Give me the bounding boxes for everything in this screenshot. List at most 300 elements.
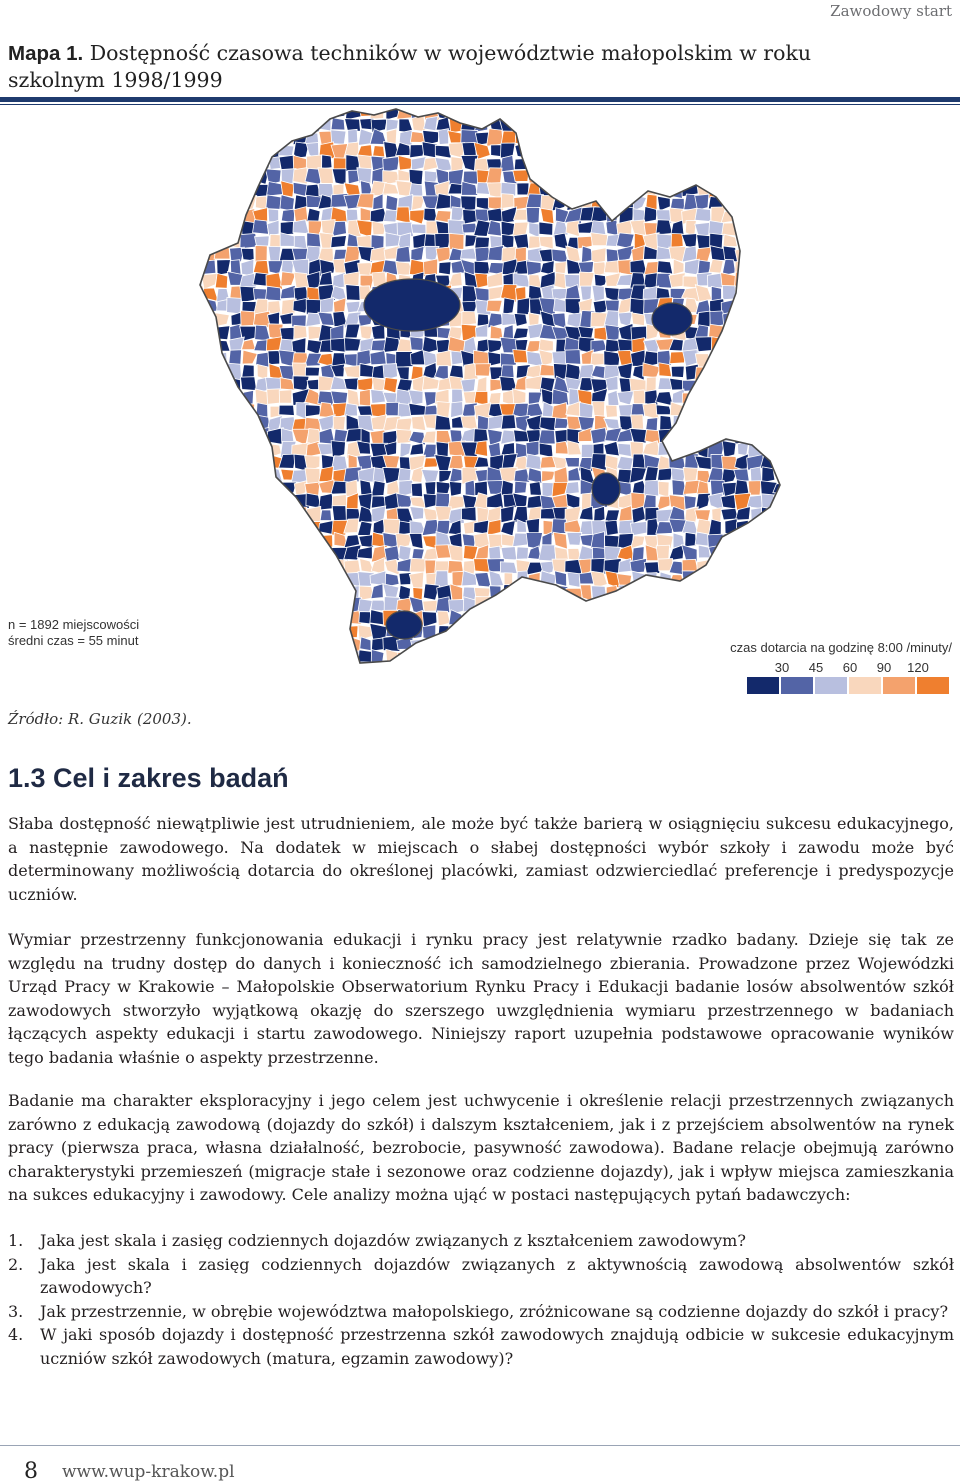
map-cell: [695, 675, 712, 690]
map-cell: [319, 651, 335, 663]
legend-tick: 120: [907, 660, 929, 675]
map-cell: [657, 623, 672, 640]
paragraph-1: Słaba dostępność niewątpliwie jest utrudnieniem, ale może być także barierą w osiągnięciu sukcesu edukacyjnego, a następnie zawodowego. Na dodatek w miejscach o słabej dostępności wybór szkoły i zawodu może być determinowany możliwością dotarcia do określonej placówki, zamiast odzwierciedlać preferencje i predyspozycje uczniów.: [8, 814, 954, 904]
map-cell: [658, 601, 671, 613]
map-cell: [526, 430, 540, 443]
map-cell: [384, 377, 398, 392]
map-cell: [722, 623, 739, 639]
map-cell: [748, 533, 763, 549]
map-cell: [786, 417, 801, 430]
map-cell: [633, 586, 644, 600]
map-cell: [747, 105, 761, 116]
map-cell: [360, 363, 374, 377]
map-cell: [567, 313, 581, 328]
map-cell: [527, 142, 541, 156]
map-cell: [526, 261, 541, 276]
map-cell: [541, 156, 555, 169]
map-cell: [709, 610, 723, 626]
map-cell: [539, 237, 553, 250]
map-cell: [540, 613, 555, 627]
map-cell: [540, 364, 555, 375]
map-cell: [281, 636, 295, 653]
map-cell: [773, 536, 791, 547]
map-cell: [461, 507, 476, 521]
map-cell: [501, 443, 515, 456]
map-cell: [409, 650, 423, 664]
map-cell: [281, 209, 295, 223]
map-cell: [331, 636, 345, 653]
map-cell: [216, 610, 231, 626]
map-cell: [474, 520, 489, 534]
map-cell: [761, 377, 778, 394]
map-cell: [409, 572, 423, 588]
map-cell: [253, 143, 270, 157]
map-cell: [487, 610, 503, 625]
map-cell: [344, 676, 361, 690]
map-cell: [384, 662, 398, 679]
map-cell: [204, 143, 214, 160]
map-cell: [205, 170, 215, 183]
map-cell: [502, 649, 516, 666]
map-cell: [555, 182, 569, 198]
map-cell: [231, 155, 245, 172]
map-cell: [202, 391, 218, 405]
map-cell: [253, 118, 269, 130]
question-text: Jaka jest skala i zasięg codziennych dojazdów związanych z aktywnością zawodową absolwentów szkół zawodowych?: [40, 1254, 954, 1297]
map-cell: [568, 467, 580, 481]
map-cell: [474, 662, 491, 677]
map-cell: [487, 493, 504, 508]
map-cell: [736, 131, 749, 143]
map-cell: [256, 532, 270, 548]
map-cell: [383, 675, 399, 689]
map-cell: [721, 676, 736, 688]
map-cell: [633, 145, 645, 158]
map-cell: [526, 454, 542, 470]
map-cell: [593, 652, 607, 666]
question-item: [8, 1253, 954, 1300]
map-cell: [747, 428, 764, 444]
map-cell: [709, 376, 723, 393]
map-cell: [461, 664, 475, 679]
map-cell: [192, 625, 205, 639]
map-cell: [386, 402, 400, 416]
map-cell: [606, 649, 620, 665]
map-cell: [748, 546, 762, 561]
map-cell: [722, 326, 738, 339]
map-cell: [240, 519, 256, 535]
map-cell: [565, 482, 579, 495]
map-cell: [591, 532, 605, 549]
map-cell: [253, 558, 270, 574]
map-cell: [412, 116, 426, 132]
map-cell: [605, 677, 620, 689]
map-cell: [202, 624, 218, 640]
map-cell: [604, 639, 619, 651]
map-cell: [683, 584, 696, 601]
map-cell: [188, 132, 203, 144]
map-cell: [646, 377, 656, 392]
map-cell: [386, 195, 398, 211]
map-title-text: Dostępność czasowa techników w województwie małopolskim w roku szkolnym 1998/1999: [8, 41, 812, 92]
map-cell: [553, 676, 566, 690]
map-cell: [254, 444, 267, 456]
map-cell: [268, 665, 281, 676]
map-cell: [253, 220, 269, 235]
map-cell: [373, 664, 387, 678]
map-cell: [631, 626, 645, 638]
map-cell: [189, 224, 204, 236]
map-cell: [685, 532, 696, 546]
map-cell: [202, 195, 218, 211]
map-cell: [514, 234, 529, 249]
map-cell: [643, 676, 657, 691]
footer-url: www.wup-krakow.pl: [62, 1462, 235, 1482]
map-cell: [230, 507, 244, 523]
map-cell: [203, 116, 219, 131]
map-cell: [787, 247, 803, 263]
map-cell: [594, 105, 608, 120]
map-cell: [634, 637, 647, 651]
map-cell: [214, 558, 230, 573]
map-cell: [203, 428, 218, 445]
map-cell: [412, 549, 424, 559]
map-cell: [671, 366, 684, 377]
map-cell: [762, 572, 776, 588]
map-cell: [502, 584, 517, 600]
map-cell: [734, 105, 751, 117]
map-cell: [344, 378, 358, 390]
map-cell: [787, 402, 803, 419]
map-cell: [266, 337, 281, 351]
map-cell: [526, 612, 543, 627]
map-cell: [711, 597, 724, 610]
map-cell: [242, 571, 256, 588]
map-cell: [268, 636, 280, 652]
map-cell: [203, 378, 214, 393]
legend-swatch: [815, 677, 847, 694]
map-cell: [217, 105, 231, 119]
map-cell: [201, 535, 218, 549]
map-cell: [682, 600, 698, 612]
map-cell: [646, 156, 660, 172]
map-cell: [280, 495, 296, 509]
map-cell: [670, 429, 685, 445]
map-cell: [201, 458, 218, 470]
map-cell: [307, 560, 319, 571]
map-cell: [189, 663, 202, 680]
map-cell: [773, 402, 786, 419]
map-cell: [605, 520, 618, 535]
map-cell: [786, 506, 803, 523]
map-cell: [242, 350, 257, 364]
map-cell: [513, 653, 527, 665]
map-cell: [217, 624, 230, 638]
map-cell: [722, 390, 737, 406]
map-cell: [202, 662, 217, 678]
map-cell: [360, 637, 371, 651]
map-cell: [761, 273, 777, 290]
map-cell: [528, 468, 542, 484]
map-cell: [318, 415, 335, 430]
map-cell: [643, 584, 658, 598]
map-cell: [529, 482, 541, 496]
map-cell: [747, 571, 764, 587]
map-cell: [787, 259, 799, 275]
map-cell: [605, 663, 620, 678]
map-cell: [750, 391, 761, 406]
map-cell: [228, 454, 244, 471]
map-cell: [760, 403, 778, 419]
map-cell: [528, 598, 543, 612]
map-cell: [266, 482, 281, 497]
map-cell: [190, 468, 203, 483]
map-cell: [565, 458, 579, 467]
map-cell: [190, 443, 204, 456]
map-cell: [646, 116, 659, 132]
map-cell: [734, 559, 749, 575]
map-cell: [722, 664, 738, 678]
map-cell: [670, 120, 686, 132]
map-cell: [737, 116, 751, 132]
map-cell: [567, 597, 582, 613]
map-cell: [228, 143, 243, 160]
map-cell: [253, 520, 268, 533]
map-cell: [293, 376, 309, 391]
map-cell: [774, 261, 790, 276]
map-cell: [487, 300, 503, 312]
map-cell: [607, 117, 620, 132]
map-cell: [698, 428, 709, 443]
map-cell: [734, 416, 749, 428]
map-cell: [591, 116, 604, 132]
legend-title: czas dotarcia na godzinę 8:00 /minuty/: [730, 640, 952, 655]
map-cell: [281, 272, 296, 286]
map-cell: [696, 571, 710, 587]
map-cell: [203, 106, 216, 119]
research-questions: [8, 1229, 954, 1370]
map-cell: [761, 507, 775, 522]
map-cell: [227, 636, 243, 653]
map-cell: [582, 599, 592, 614]
map-cell: [620, 129, 632, 144]
map-cell: [528, 155, 542, 171]
map-cell: [618, 651, 634, 665]
map-cell: [253, 454, 268, 471]
map-cell: [670, 132, 686, 144]
map-cell: [682, 610, 698, 624]
map-cell: [268, 209, 278, 222]
map-cell: [657, 585, 672, 601]
map-cell: [526, 131, 540, 142]
map-cell: [672, 676, 686, 692]
map-cell: [266, 286, 281, 300]
map-cell: [632, 105, 647, 119]
map-cell: [762, 597, 774, 614]
map-cell: [712, 650, 725, 665]
map-cell: [696, 406, 712, 416]
map-cell: [760, 559, 774, 574]
map-cell: [762, 363, 773, 380]
map-cell: [787, 209, 803, 220]
map-cell: [526, 649, 543, 664]
map-cell: [656, 155, 670, 171]
map-cell: [396, 207, 410, 224]
map-cell: [188, 324, 201, 339]
map-cell: [501, 415, 516, 429]
map-cell: [787, 441, 803, 456]
map-cell: [617, 662, 632, 678]
map-cell: [490, 664, 503, 678]
map-cell: [735, 337, 749, 351]
map-cell: [228, 129, 240, 145]
map-cell: [540, 105, 554, 117]
map-cell: [216, 390, 231, 403]
map-cell: [487, 676, 502, 691]
map-cell: [370, 351, 386, 365]
map-cell: [723, 129, 736, 145]
map-cell: [204, 649, 219, 665]
map-stats: [8, 617, 139, 649]
map-cell: [632, 571, 648, 588]
map-cell: [501, 506, 515, 523]
map-cell: [475, 364, 491, 377]
legend-swatch: [917, 677, 949, 694]
map-cell: [280, 571, 293, 588]
map-cell: [267, 443, 281, 457]
map-cell: [787, 584, 803, 601]
question-number: 4.: [8, 1325, 24, 1344]
map-cell: [618, 183, 634, 197]
map-cell: [540, 144, 552, 158]
map-cell: [305, 105, 322, 120]
map-cell: [435, 677, 452, 690]
map-cell: [513, 389, 526, 405]
map-cell: [397, 493, 413, 507]
map-cell: [292, 558, 307, 575]
map-cell: [293, 105, 308, 117]
map-cell: [476, 377, 486, 394]
map-cell: [526, 519, 540, 534]
map-cell: [448, 637, 462, 653]
map-cell: [646, 181, 656, 196]
map-cell: [190, 236, 205, 251]
map-cell: [266, 493, 283, 508]
map-cell: [526, 533, 542, 549]
map-cell: [229, 493, 243, 509]
running-header: Zawodowy start: [830, 2, 952, 20]
map-cell: [462, 311, 477, 325]
map-cell: [331, 456, 347, 471]
map-cell: [657, 636, 673, 651]
map-cell: [319, 548, 333, 562]
map-cell: [555, 665, 568, 676]
map-cell: [204, 351, 216, 368]
map-cell: [216, 158, 232, 170]
map-cell: [671, 159, 682, 171]
map-cell: [305, 662, 322, 678]
map-cell: [645, 131, 659, 147]
map-cell: [786, 142, 801, 158]
map-cell: [280, 676, 295, 693]
map-cell: [749, 662, 762, 676]
map-cell: [474, 106, 491, 119]
map-cell: [734, 585, 751, 601]
map-cell: [308, 533, 322, 547]
map-cell: [749, 220, 764, 237]
map-cell: [331, 118, 345, 130]
map-cell: [216, 573, 231, 586]
legend-tick: 45: [808, 660, 824, 675]
map-cell: [644, 637, 659, 652]
map-cell: [762, 534, 778, 549]
map-cell: [775, 275, 790, 289]
map-cell: [617, 156, 630, 170]
map-cell: [760, 431, 776, 444]
map-cell: [255, 662, 266, 680]
map-cell: [229, 598, 242, 613]
map-cell: [748, 415, 762, 430]
map-cell: [605, 105, 622, 120]
map-cell: [669, 637, 685, 653]
map-cell: [411, 246, 424, 261]
map-cell: [513, 598, 529, 613]
map-cell: [229, 196, 242, 208]
map-cell: [682, 416, 697, 432]
map-cell: [410, 337, 423, 351]
map-cell: [295, 597, 308, 612]
map-cell: [203, 182, 216, 198]
map-cell: [567, 117, 580, 132]
map-cell: [490, 326, 503, 339]
map-cell: [539, 430, 556, 444]
map-cell: [191, 259, 205, 275]
map-cell: [488, 415, 503, 430]
map-cell: [631, 678, 646, 690]
map-cell: [358, 521, 372, 535]
legend-swatch: [747, 677, 779, 694]
map-cell: [320, 298, 333, 314]
map-cell: [461, 105, 477, 119]
map-cell: [605, 405, 617, 417]
map-cell: [578, 417, 594, 431]
map-cell: [788, 285, 801, 301]
map-cell: [749, 209, 762, 224]
map-cell: [747, 157, 765, 172]
map-cell: [552, 651, 567, 666]
map-cell: [188, 428, 205, 442]
map-cell: [305, 549, 320, 558]
map-cell: [241, 444, 257, 457]
map-cell: [604, 623, 619, 639]
map-cell: [708, 144, 725, 159]
map-cell: [539, 584, 554, 600]
map-cell: [708, 584, 726, 601]
map-cell: [762, 442, 776, 456]
map-cell: [281, 117, 294, 132]
map-cell: [410, 443, 424, 455]
map-cell: [501, 600, 514, 613]
map-cell: [695, 118, 710, 132]
map-cell: [345, 324, 360, 338]
map-cell: [750, 586, 764, 601]
map-cell: [643, 626, 661, 638]
map-cell: [201, 416, 218, 430]
map-cell: [189, 363, 206, 378]
map-cell: [580, 402, 594, 418]
map-cell: [760, 207, 775, 224]
map-cell: [293, 664, 309, 677]
